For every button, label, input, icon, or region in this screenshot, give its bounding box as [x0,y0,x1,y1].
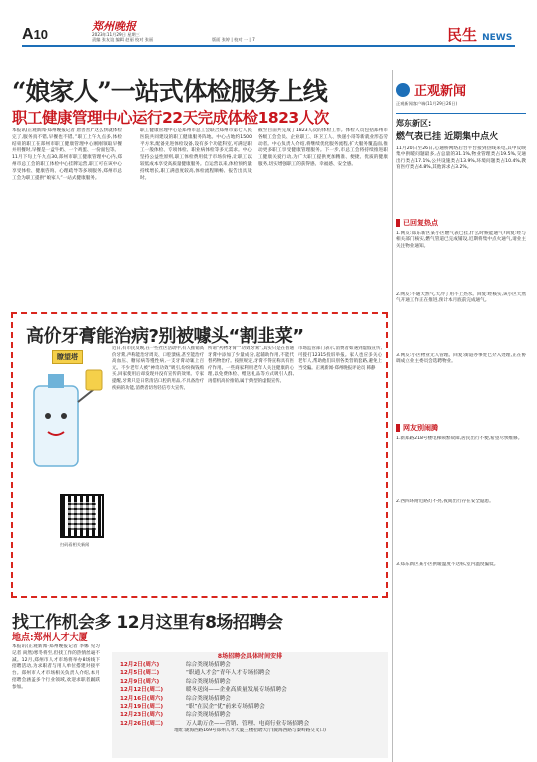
feature-col-1: 近日,有市民反映,在一些社区活动中,有人推销高价牙膏,声称能治牙周炎、口腔溃疡,甚至能治疗高血压、糖尿病等慢性病,一支牙膏动辄上百元。不少老年人被“神奇功效”吸引,纷纷掏钱购买,回家使用后却发现并没有宣传的效果。专家提醒,牙膏只是日常清洁口腔的用品,不具备治疗疾病的功能,消费者切勿轻信夸大宣传。 [112,346,204,391]
sidebar-heading-2: 燃气表已挂 近期集中点火 [396,131,499,142]
schedule-row [120,661,380,669]
editors-line: 责编 张友谊 编辑 赵丽 校对 张丽 [92,37,154,42]
schedule-row [120,695,380,703]
app-caption: 正观新闻客户端(11月29日26日) [396,101,458,106]
masthead-rule [22,45,515,47]
feature-col-2: 所谓“药物牙膏”“功效牙膏”,其实只是在普通牙膏中添加了少量成分,起辅助作用,不能代替药物治疗。按照规定,牙膏不得宣称具有医疗作用。一些商家利用老年人关注健康的心理,以免费体检、赠送礼品等方式吸引人群,再借机高价推销,属于典型的虚假宣传。 [208,346,294,384]
schedule-row [120,711,380,719]
small-note: 版面 张婷 | 校对 一 | 7 [212,37,255,42]
schedule-event: “职通人才会”青年人才专场招聘会 [186,670,271,677]
schedule-event: “职”在民企“优”前来专场招聘会 [186,704,265,711]
feature-badge: 瞭望塔 [52,350,83,364]
sub-headline: 职工健康管理中心运行22天完成体检1823人次 [12,109,329,127]
schedule-date: 12月9日(周六) [120,678,160,685]
schedule-date: 12月16日(周六) [120,695,164,702]
page-number: A10 [22,26,49,43]
schedule-date: 12月26日(周二) [120,720,164,727]
schedule-row [120,669,380,677]
jobs-location: 地点:郑州人才大厦 [12,633,88,643]
app-name: 正观新闻 [414,84,467,99]
app-logo [396,80,526,99]
headline-col-2: 职工健康管理中心是郑州市总工会联合郑州市第七人民医院共同建设的职工健康服务阵地。中心占地约1500平方米,配备先进体检设备,设有多个功能科室,可满足职工一般体检、专项体检、职业病体检等多元需求。中心坚持公益性原则,职工体检费用低于市场价格,让职工以较低成本享受高质量健康服务。自运营以来,体检预约量持续增长,职工满意度较高,体检流程顺畅、报告出具及时。 [140,128,252,181]
schedule-date: 12月23日(周六) [120,712,164,719]
schedule-event: 暖冬送岗——企业高质量发展专场招聘会 [186,687,287,694]
sidebar-item: 1.网友:郑东新区某小区燃气表已挂,什么时候能通气?回复:经与相关部门核实,燃气管道已完成铺设,近期将集中点火通气,请业主关注物业通知。 [396,230,526,249]
schedule-row [120,720,380,728]
schedule-date: 12月12日(周二) [120,687,164,694]
schedule-event: 综合类现场招聘会 [186,678,231,685]
sidebar-item: 3.郑东新区某小区供暖温度不达标,室内温度偏低。 [396,561,499,567]
schedule-row [120,686,380,694]
schedule-date: 12月5日(周二) [120,670,160,677]
jobs-title: 找工作机会多 12月这里有8场招聘会 [12,613,283,633]
section-label: 民生 NEWS [447,26,513,44]
sidebar-divider [392,70,393,762]
schedule-event: 综合类现场招聘会 [186,695,231,702]
sidebar-lead: 11月20日至26日,心通桥网络后台平台接到热线来电,其中反映集中供暖问题最多,占总量的31.1%,物业管理类占19.5%,交通出行类占17.1%,公共设施类占13.9%,环境问题类占10.4%,教育医疗类占4.8%,其他诉求占3.2%。 [396,145,526,171]
toothpaste-illustration [20,346,110,478]
sidebar [396,80,526,762]
schedule-event: 综合类现场招聘会 [186,712,231,719]
schedule-title: 8场招聘会具体时间安排 [217,653,283,660]
feature-illustration [20,346,110,478]
paper-logo: 郑州晚报 [92,20,136,33]
schedule-date: 12月19日(周二) [120,704,164,711]
main-headline: “娘家人”一站式体检服务上线 [12,77,327,106]
schedule-event: 万人助万企——营销、管理、电商行业专场招聘会 [186,720,310,727]
sidebar-item: 2.西四环附近路灯不亮,夜间出行存在安全隐患。 [396,498,494,504]
schedule-row [120,678,380,686]
schedule-table [112,652,388,758]
feature-title: 高价牙膏能治病?别被噱头“割韭菜” [26,326,304,347]
issue-date: 2023年11月29日 星期三 [92,32,140,37]
sidebar-item: 2.网友:不通天然气,天冷了用不上热水。回复:经核实,该小区天然气开通工作正在推进,预计本月底前完成通气。 [396,291,526,304]
headline-col-1: 本报讯(正观新闻·郑州晚报记者 唐善善)“这么快就体检完了,服务真不错,早餐也不错。”职工上午九点多,体检结束的职工在郑州市职工健康管理中心刚刚领取早餐并用餐时,早餐是一盒牛奶、一个鸡蛋、一份面包等。 11月下旬上午九点30,郑州市职工健康管理中心内,郑州市总工会的职工体检中心挂牌运营,职工可在该中心享受体检、健康咨询、心理疏导等多项服务,郑州市总工会为职工提供“娘家人”一站式健康服务。 [12,128,122,181]
jobs-text: 本报讯(正观新闻·郑州晚报记者 李娜 见习记者 尚然)寒冬将至,但找工作的热情丝毫不减。12月,郑州市人才市场将举办8场线下招聘活动,为求职者与用人单位搭建对接平台。郑州市人才市场相关负责人介绍,本月招聘会涵盖多个行业领域,欢迎求职者踊跃参加。 [12,644,100,690]
schedule-date: 12月2日(周六) [120,662,160,668]
sidebar-section-1: 已回复热点 [396,218,526,228]
schedule-address: 地址:陇海西路169号郑州人才大厦三楼招聘大厅(陇海西路与秦岭路交叉口) [174,728,326,734]
schedule-row [120,703,380,711]
qr-code [60,494,104,538]
sidebar-heading: 郑东新区: [396,118,432,128]
sidebar-section-2: 网友别闹腾 [396,423,526,433]
qr-caption: 扫码看相关新闻 [60,542,90,547]
sidebar-item: 1.新郑路218号楼电梯频繁故障,居民出行不便,希望尽快维修。 [396,435,523,441]
feature-col-3: 市场监管部门表示,消费者如遇到虚假宣传,可拨打12315投诉举报。家人也应多关心老年人,帮助他们识别各类营销套路,避免上当受骗。正观新闻·郑州晚报评论员 韩静 [298,346,382,371]
headline-col-3: 截至目前共完成了1823人次的体检工作。体检人员包括郑州市各级工会会员、企业职工、环卫工人、快递小哥等新就业形态劳动者。中心负责人介绍,将继续优化服务流程,扩大服务覆盖面,推动更多职工享受健康管理服务。下一步,市总工会将持续推进职工健康关爱行动,为广大职工提供更加精准、便捷、优质的健康服务,切实增强职工的获得感、幸福感、安全感。 [258,128,388,167]
schedule-event: 综合类现场招聘会 [186,662,231,668]
masthead [0,0,537,42]
sidebar-item: 3.网友:小区物业无人管理。回复:街道办事处已介入处理,正在协调成立业主委员会选聘物业。 [396,352,526,365]
